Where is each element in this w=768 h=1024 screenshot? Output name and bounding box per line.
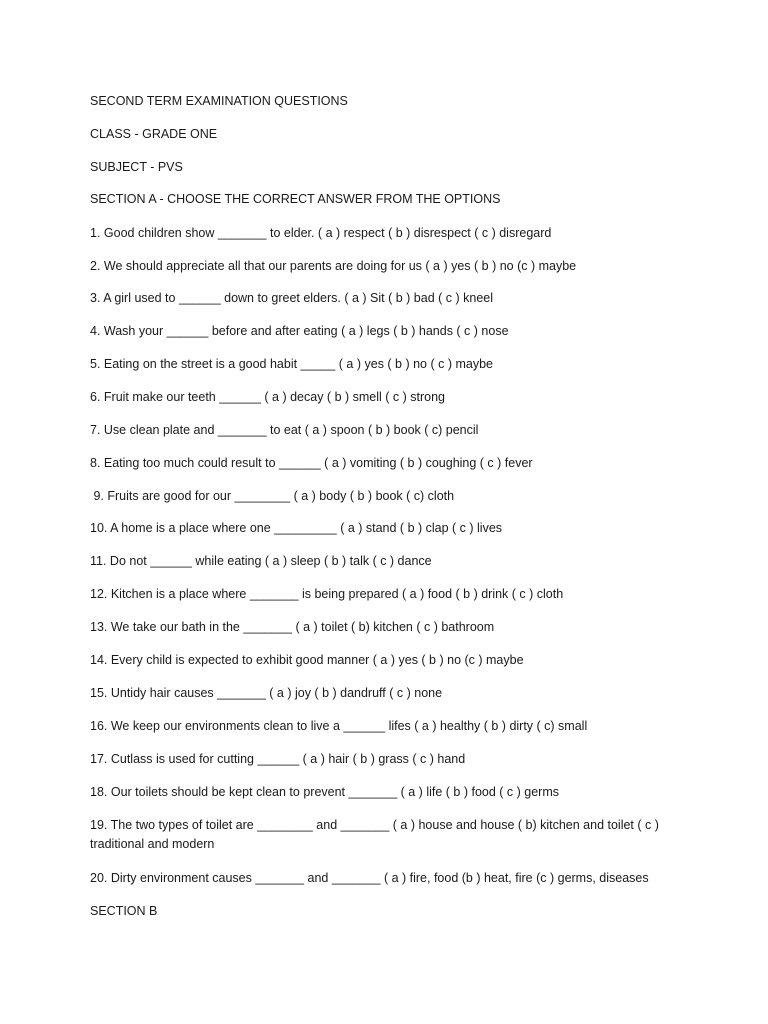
question-item: 12. Kitchen is a place where _______ is being prepared ( a ) food ( b ) drink ( c ) cloth <box>90 587 564 601</box>
question-item: 18. Our toilets should be kept clean to prevent _______ ( a ) life ( b ) food ( c ) germs <box>90 785 559 799</box>
question-item: 7. Use clean plate and _______ to eat ( a ) spoon ( b ) book ( c) pencil <box>90 423 479 437</box>
question-item: 2. We should appreciate all that our parents are doing for us ( a ) yes ( b ) no (c ) maybe <box>90 259 577 273</box>
subject-line: SUBJECT - PVS <box>90 160 183 174</box>
question-item: 15. Untidy hair causes _______ ( a ) joy ( b ) dandruff ( c ) none <box>90 686 443 700</box>
question-item: 17. Cutlass is used for cutting ______ ( a ) hair ( b ) grass ( c ) hand <box>90 752 466 766</box>
question-item: 9. Fruits are good for our ________ ( a ) body ( b ) book ( c) cloth <box>90 489 455 503</box>
class-line: CLASS - GRADE ONE <box>90 127 218 141</box>
question-item: 3. A girl used to ______ down to greet elders. ( a ) Sit ( b ) bad ( c ) kneel <box>90 291 493 305</box>
question-item: 5. Eating on the street is a good habit _____ ( a ) yes ( b ) no ( c ) maybe <box>90 357 493 371</box>
exam-title: SECOND TERM EXAMINATION QUESTIONS <box>90 94 348 108</box>
section-a-heading: SECTION A - CHOOSE THE CORRECT ANSWER FROM THE OPTIONS <box>90 192 501 206</box>
section-b-heading: SECTION B <box>90 904 158 918</box>
question-item: 13. We take our bath in the _______ ( a ) toilet ( b) kitchen ( c ) bathroom <box>90 620 495 634</box>
question-item: 4. Wash your ______ before and after eating ( a ) legs ( b ) hands ( c ) nose <box>90 324 509 338</box>
question-item: 20. Dirty environment causes _______ and _______ ( a ) fire, food (b ) heat, fire (c ) germs, diseases <box>90 871 649 885</box>
question-item: 8. Eating too much could result to ______ ( a ) vomiting ( b ) coughing ( c ) fever <box>90 456 533 470</box>
question-item: 14. Every child is expected to exhibit good manner ( a ) yes ( b ) no (c ) maybe <box>90 653 524 667</box>
question-item: 6. Fruit make our teeth ______ ( a ) decay ( b ) smell ( c ) strong <box>90 390 446 404</box>
question-item: 11. Do not ______ while eating ( a ) sleep ( b ) talk ( c ) dance <box>90 554 432 568</box>
question-item: 10. A home is a place where one _________ ( a ) stand ( b ) clap ( c ) lives <box>90 521 503 535</box>
question-item: 16. We keep our environments clean to live a ______ lifes ( a ) healthy ( b ) dirty ( c) small <box>90 719 588 733</box>
question-item: 19. The two types of toilet are ________ and _______ ( a ) house and house ( b) kitchen and toilet ( c ) traditional and modern <box>90 818 659 851</box>
question-item: 1. Good children show _______ to elder. ( a ) respect ( b ) disrespect ( c ) disregard <box>90 226 552 240</box>
